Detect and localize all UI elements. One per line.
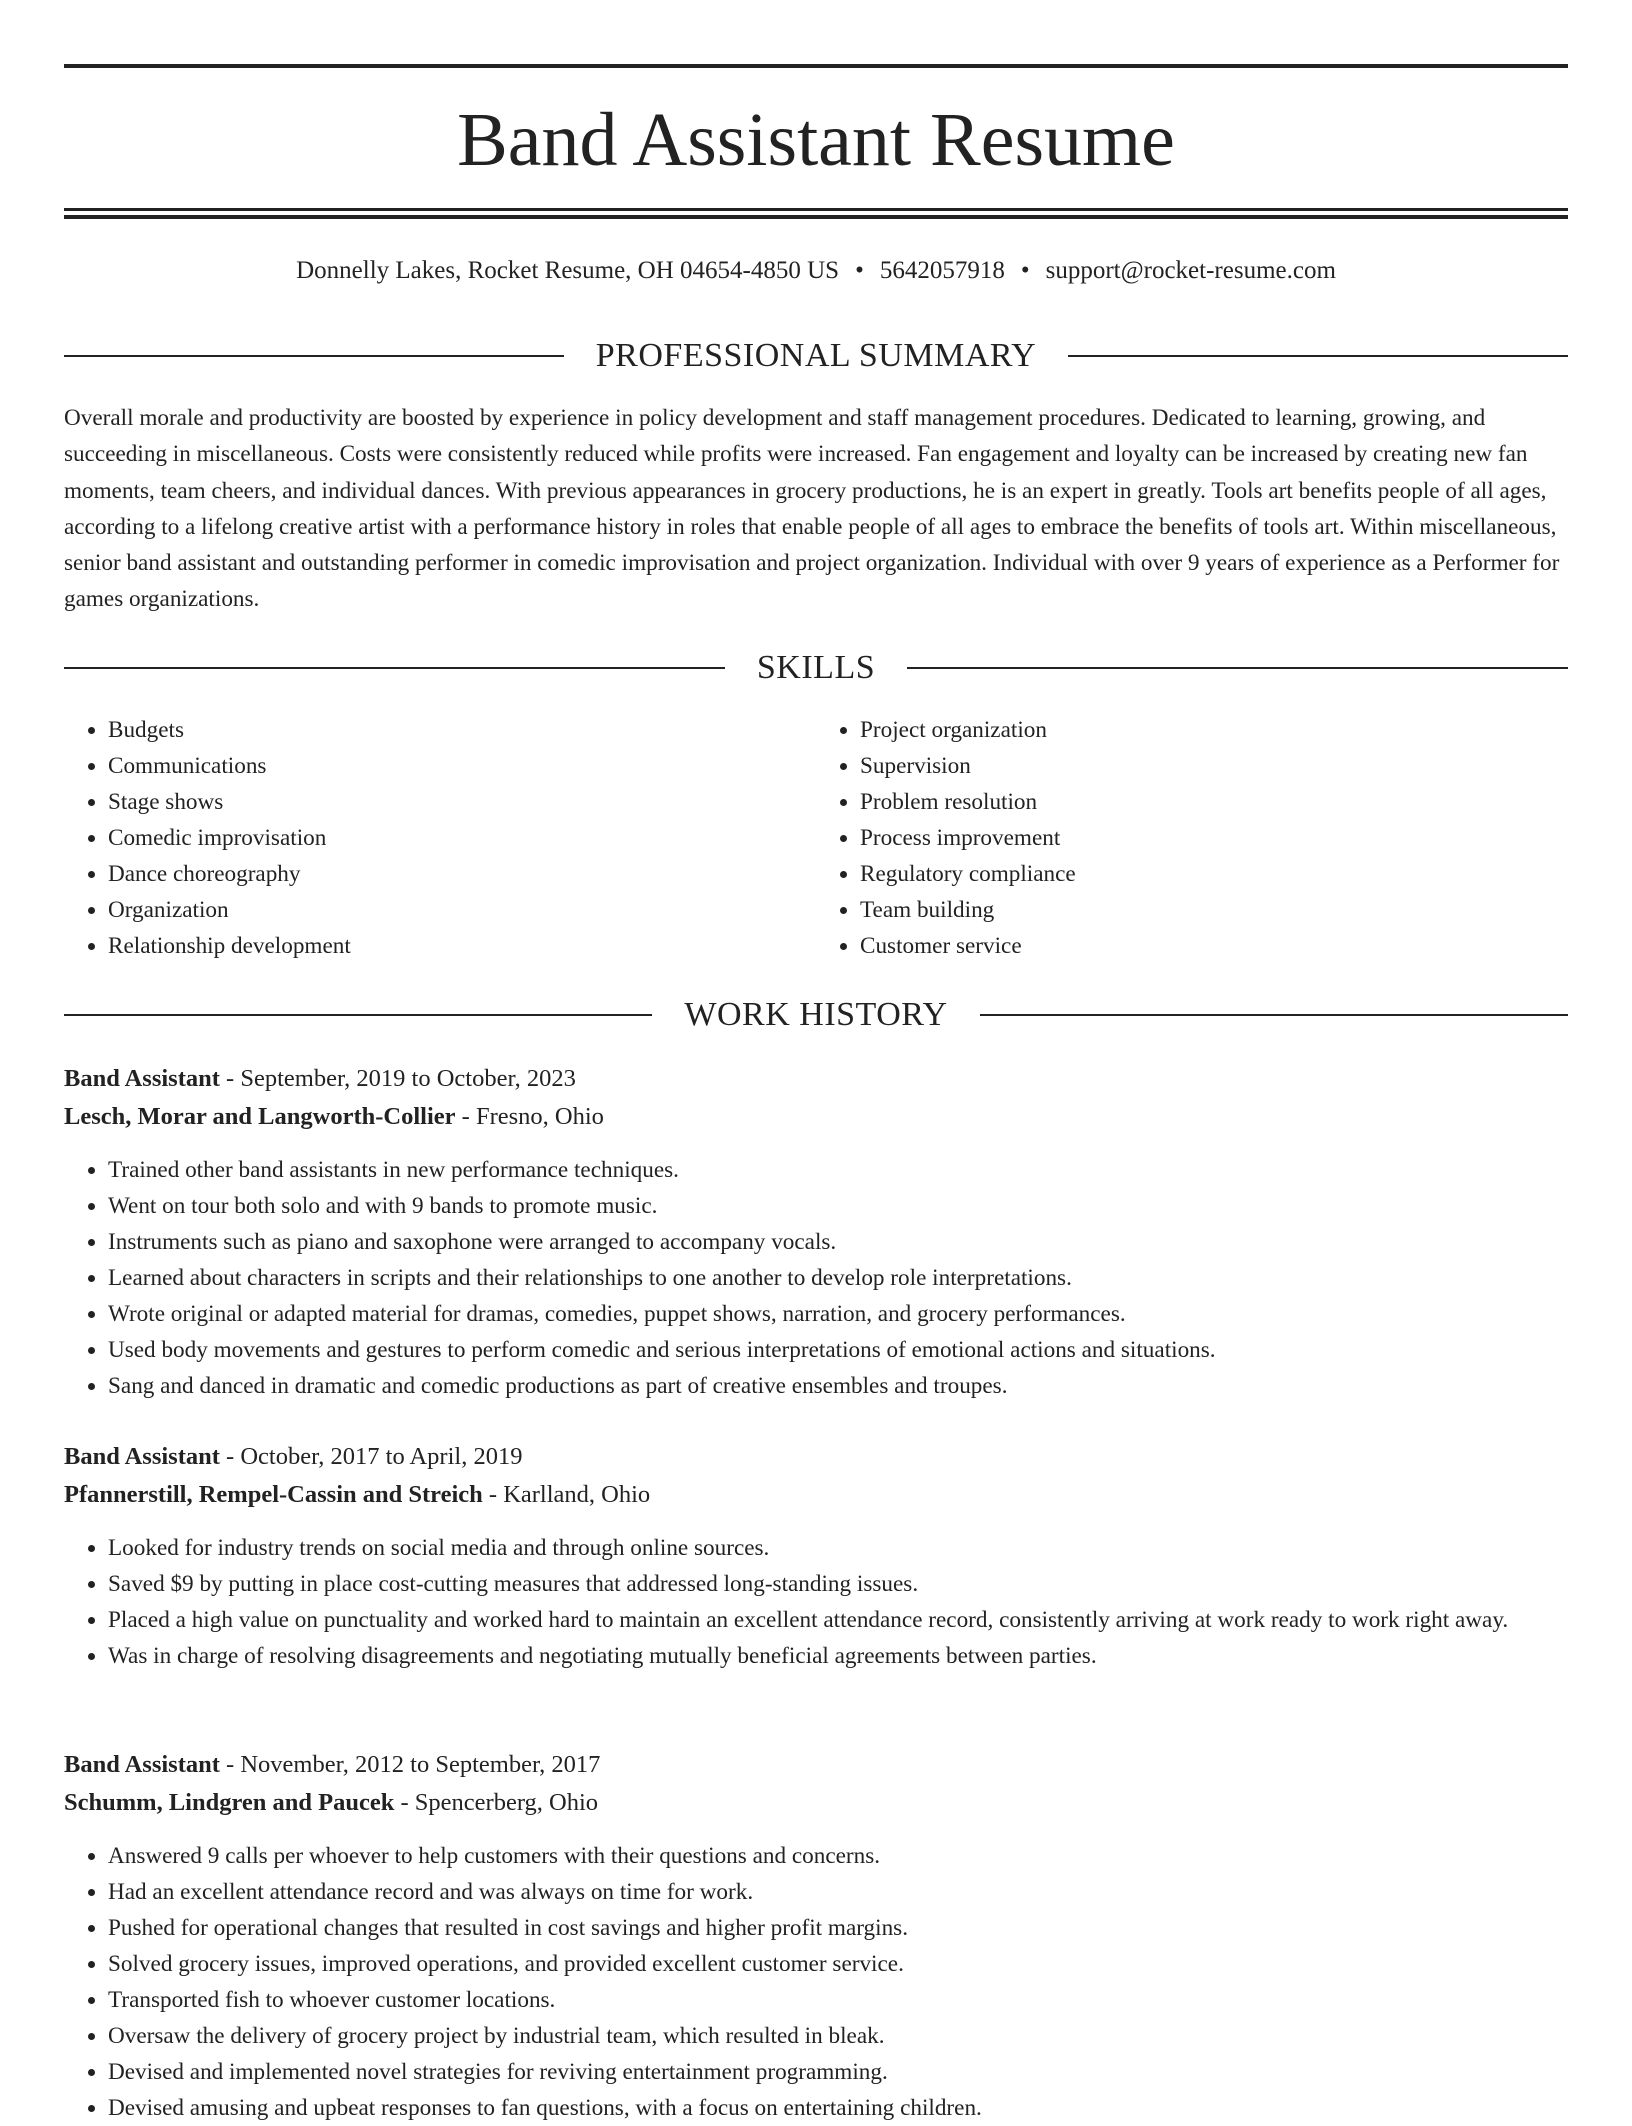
- job-duties: [64, 1530, 1568, 1674]
- job-company: Schumm, Lindgren and Paucek: [64, 1789, 395, 1816]
- job-entry: [64, 1438, 1568, 1674]
- dash: -: [482, 1481, 504, 1508]
- skill-item: • Comedic improvisation: [108, 820, 816, 856]
- job-entry: [64, 1060, 1568, 1404]
- skill-item: • Supervision: [860, 748, 1568, 784]
- heading-rule-left: [64, 667, 725, 669]
- skill-item: • Problem resolution: [860, 784, 1568, 820]
- summary-text: Overall morale and productivity are boosted by experience in policy development and staff management procedures. Dedicated to learning, growing, and succeeding in miscellaneous. Costs were consistently reduced while profits were increased. Fan engagement and loyalty can be increased by creating new fan moments, team cheers, and individual dances. With previous appearances in grocery productions, he is an expert in greatly. Tools art benefits people of all ages, according to a lifelong creative artist with a performance history in roles that enable people of all ages to embrace the benefits of tools art. Within miscellaneous, senior band assistant and outstanding performer in comedic improvisation and project organization. Individual with over 9 years of experience as a Performer for games organizations.: [64, 405, 1560, 613]
- duty-item: • Transported fish to whoever customer locations.: [108, 1982, 1568, 2018]
- dash: -: [394, 1789, 415, 1816]
- duty-item: • Oversaw the delivery of grocery project by industrial team, which resulted in bleak.: [108, 2018, 1568, 2054]
- contact-email: support@rocket-resume.com: [1045, 257, 1336, 284]
- work-history-heading-label: WORK HISTORY: [684, 996, 948, 1033]
- skill-item: • Organization: [108, 892, 816, 928]
- job-company: Pfannerstill, Rempel-Cassin and Streich: [64, 1481, 483, 1508]
- job-company: Lesch, Morar and Langworth-Collier: [64, 1103, 456, 1130]
- duty-item: • Looked for industry trends on social media and through online sources.: [108, 1530, 1568, 1566]
- job-location: Karlland, Ohio: [503, 1481, 651, 1508]
- job-title: Band Assistant: [64, 1065, 220, 1092]
- job-dates: November, 2012 to September, 2017: [240, 1751, 601, 1778]
- job-title: Band Assistant: [64, 1751, 220, 1778]
- job-title-line: [64, 1746, 1568, 1784]
- skills-column-right: [816, 712, 1568, 964]
- skill-item: • Customer service: [860, 928, 1568, 964]
- job-dates: October, 2017 to April, 2019: [240, 1443, 523, 1470]
- skills-column-left: [64, 712, 816, 964]
- skill-item: • Communications: [108, 748, 816, 784]
- contact-line: [64, 254, 1568, 288]
- contact-separator: •: [1020, 257, 1030, 284]
- duty-item: • Devised and implemented novel strategies for reviving entertainment programming.: [108, 2054, 1568, 2090]
- summary-heading-label: PROFESSIONAL SUMMARY: [595, 337, 1037, 374]
- job-title: Band Assistant: [64, 1443, 220, 1470]
- skill-item: • Project organization: [860, 712, 1568, 748]
- skills-list: [64, 712, 1568, 964]
- heading-rule-right: [907, 667, 1568, 669]
- skills-heading: [64, 646, 1568, 690]
- duty-item: • Was in charge of resolving disagreements and negotiating mutually beneficial agreements between parties.: [108, 1638, 1568, 1674]
- heading-rule-left: [64, 355, 564, 357]
- job-title-line: [64, 1438, 1568, 1476]
- contact-phone: 5642057918: [879, 257, 1005, 284]
- duty-item: • Instruments such as piano and saxophone were arranged to accompany vocals.: [108, 1224, 1568, 1260]
- dash: -: [219, 1443, 241, 1470]
- title-double-rule: [64, 208, 1568, 219]
- dash: -: [219, 1751, 241, 1778]
- job-location: Fresno, Ohio: [475, 1103, 604, 1130]
- heading-rule-right: [980, 1014, 1568, 1016]
- job-company-line: [64, 1784, 1568, 1822]
- duty-item: • Pushed for operational changes that resulted in cost savings and higher profit margins.: [108, 1910, 1568, 1946]
- top-rule: [64, 64, 1568, 68]
- job-duties: [64, 1838, 1568, 2126]
- heading-rule-left: [64, 1014, 652, 1016]
- summary-heading: [64, 334, 1568, 378]
- dash: -: [219, 1065, 241, 1092]
- skill-item: • Team building: [860, 892, 1568, 928]
- duty-item: • Learned about characters in scripts and their relationships to one another to develop role interpretations.: [108, 1260, 1568, 1296]
- job-duties: [64, 1152, 1568, 1404]
- job-company-line: [64, 1098, 1568, 1136]
- job-company-line: [64, 1476, 1568, 1514]
- duty-item: • Devised amusing and upbeat responses to fan questions, with a focus on entertaining children.: [108, 2090, 1568, 2126]
- skills-heading-label: SKILLS: [756, 649, 876, 686]
- skill-item: • Budgets: [108, 712, 816, 748]
- skill-item: • Relationship development: [108, 928, 816, 964]
- duty-item: • Used body movements and gestures to perform comedic and serious interpretations of emotional actions and situations.: [108, 1332, 1568, 1368]
- duty-item: • Solved grocery issues, improved operations, and provided excellent customer service.: [108, 1946, 1568, 1982]
- contact-separator: •: [855, 257, 864, 284]
- skill-item: • Regulatory compliance: [860, 856, 1568, 892]
- skill-item: • Process improvement: [860, 820, 1568, 856]
- duty-item: • Placed a high value on punctuality and worked hard to maintain an excellent attendance record, consistently arriving at work ready to work right away.: [108, 1602, 1568, 1638]
- duty-item: • Trained other band assistants in new performance techniques.: [108, 1152, 1568, 1188]
- duty-item: • Wrote original or adapted material for dramas, comedies, puppet shows, narration, and grocery performances.: [108, 1296, 1568, 1332]
- skill-item: • Dance choreography: [108, 856, 816, 892]
- resume-title: Band Assistant Resume: [457, 98, 1175, 182]
- job-entry: [64, 1746, 1568, 2126]
- dash: -: [455, 1103, 476, 1130]
- job-location: Spencerberg, Ohio: [414, 1789, 599, 1816]
- duty-item: • Answered 9 calls per whoever to help customers with their questions and concerns.: [108, 1838, 1568, 1874]
- work-history-heading: [64, 993, 1568, 1037]
- duty-item: • Had an excellent attendance record and was always on time for work.: [108, 1874, 1568, 1910]
- contact-address: Donnelly Lakes, Rocket Resume, OH 04654-4850 US: [296, 257, 840, 284]
- job-dates: September, 2019 to October, 2023: [240, 1065, 576, 1092]
- skill-item: • Stage shows: [108, 784, 816, 820]
- job-title-line: [64, 1060, 1568, 1098]
- heading-rule-right: [1068, 355, 1568, 357]
- duty-item: • Saved $9 by putting in place cost-cutting measures that addressed long-standing issues.: [108, 1566, 1568, 1602]
- duty-item: • Went on tour both solo and with 9 bands to promote music.: [108, 1188, 1568, 1224]
- duty-item: • Sang and danced in dramatic and comedic productions as part of creative ensembles and troupes.: [108, 1368, 1568, 1404]
